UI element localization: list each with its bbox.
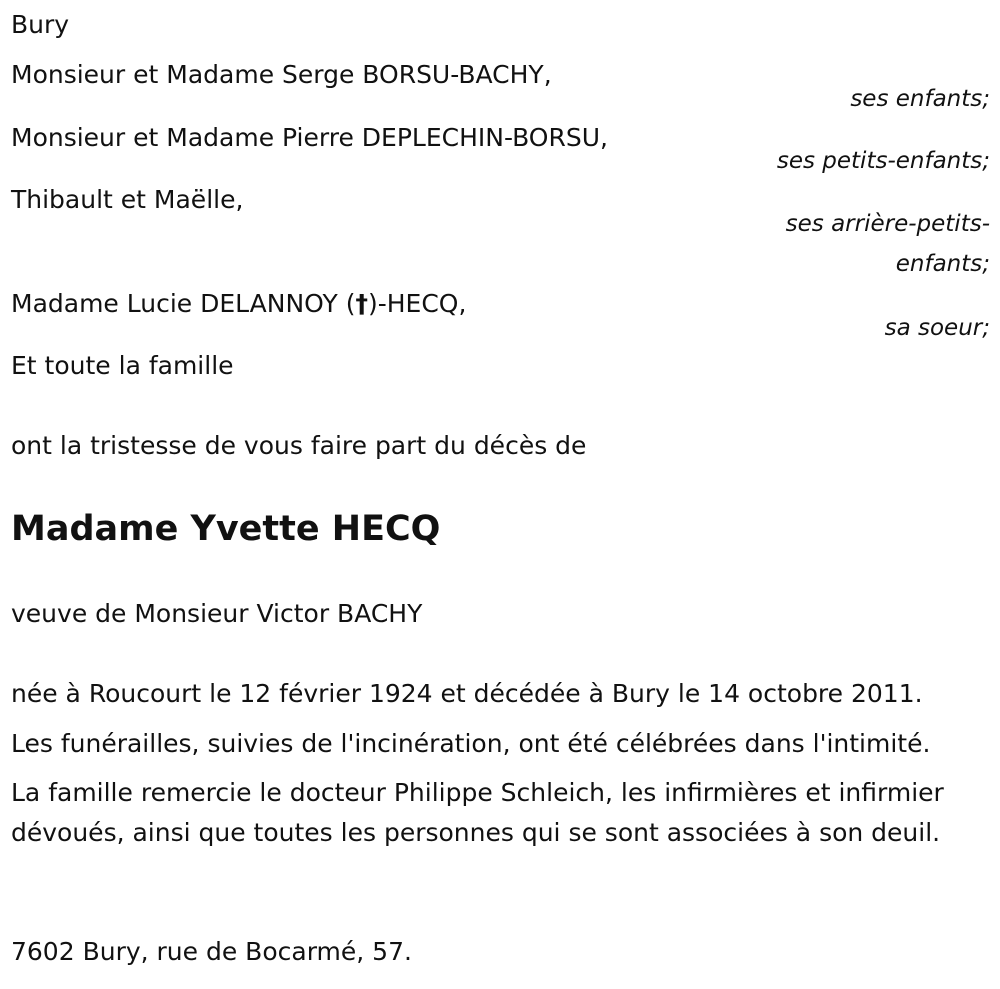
- family-closing: Et toute la famille: [11, 351, 234, 380]
- address: 7602 Bury, rue de Bocarmé, 57.: [11, 937, 412, 966]
- widow-of: veuve de Monsieur Victor BACHY: [11, 599, 423, 628]
- family-member-3: Thibault et Maëlle,: [11, 185, 244, 214]
- family-member-2: Monsieur et Madame Pierre DEPLECHIN-BORSU,: [11, 123, 608, 152]
- family-member-1: Monsieur et Madame Serge BORSU-BACHY,: [11, 60, 552, 89]
- family-relation-2: ses petits-enfants;: [776, 148, 990, 174]
- family-member-4: [11, 289, 466, 319]
- family-relation-1: ses enfants;: [850, 86, 990, 112]
- deceased-name: Madame Yvette HECQ: [11, 509, 441, 549]
- family-relation-3-line2: enfants;: [895, 251, 990, 277]
- funeral-note: Les funérailles, suivies de l'incinération, ont été célébrées dans l'intimité.: [11, 729, 931, 758]
- family-member-4-suffix: )-HECQ,: [367, 289, 467, 318]
- birth-death: née à Roucourt le 12 février 1924 et décédée à Bury le 14 octobre 2011.: [11, 679, 923, 708]
- announcement: ont la tristesse de vous faire part du décès de: [11, 431, 587, 460]
- family-relation-4: sa soeur;: [884, 315, 990, 341]
- thanks-paragraph: La famille remercie le docteur Philippe Schleich, les infirmières et infirmier dévoués, ainsi que toutes les personnes qui se sont associées à son deuil.: [11, 778, 944, 847]
- family-member-4-prefix: Madame Lucie DELANNOY (: [11, 289, 356, 318]
- cross-icon: †: [355, 289, 368, 318]
- location-header: Bury: [11, 10, 70, 39]
- family-relation-3-line1: ses arrière-petits-: [785, 211, 990, 237]
